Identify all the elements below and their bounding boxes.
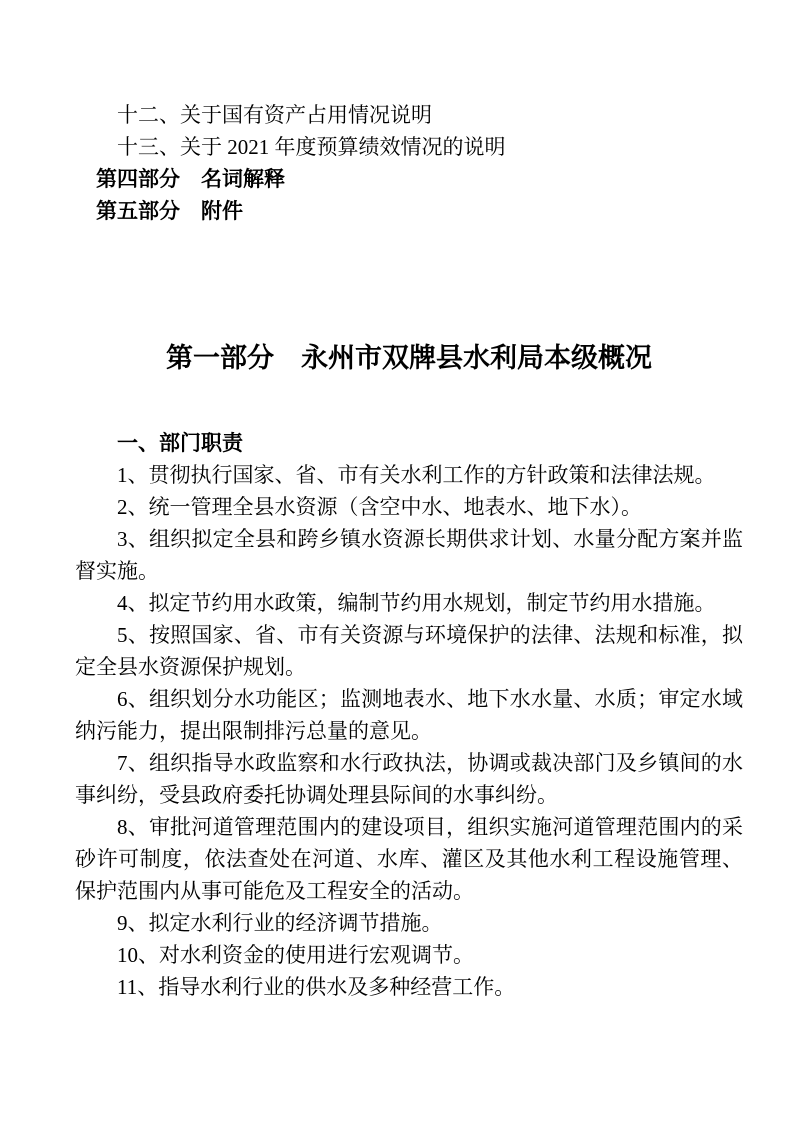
toc-item-13: 十三、关于 2021 年度预算绩效情况的说明 bbox=[117, 135, 506, 159]
duty-paragraph: 6、组织划分水功能区；监测地表水、地下水水量、水质；审定水域纳污能力，提出限制排污总量的意见。 bbox=[75, 687, 743, 743]
toc-item-12: 十二、关于国有资产占用情况说明 bbox=[117, 103, 432, 127]
duty-paragraph: 1、贯彻执行国家、省、市有关水利工作的方针政策和法律法规。 bbox=[117, 463, 716, 487]
duty-paragraph: 9、拟定水利行业的经济调节措施。 bbox=[117, 911, 443, 935]
duty-paragraph: 7、组织指导水政监察和水行政执法，协调或裁决部门及乡镇间的水事纠纷，受县政府委托协调处理县际间的水事纠纷。 bbox=[75, 751, 743, 807]
duty-paragraph: 4、拟定节约用水政策，编制节约用水规划，制定节约用水措施。 bbox=[117, 591, 716, 615]
duty-paragraph: 8、审批河道管理范围内的建设项目，组织实施河道管理范围内的采砂许可制度，依法查处在河道、水库、灌区及其他水利工程设施管理、保护范围内从事可能危及工程安全的活动。 bbox=[75, 815, 743, 903]
duty-paragraph: 10、对水利资金的使用进行宏观调节。 bbox=[117, 943, 474, 967]
section-heading: 一、部门职责 bbox=[117, 431, 243, 455]
duty-paragraph: 5、按照国家、省、市有关资源与环境保护的法律、法规和标准，拟定全县水资源保护规划。 bbox=[75, 623, 743, 679]
toc-part-heading-5: 第五部分 附件 bbox=[96, 199, 243, 223]
toc-part-heading-4: 第四部分 名词解释 bbox=[96, 167, 285, 191]
page-title: 第一部分 永州市双牌县水利局本级概况 bbox=[166, 343, 652, 373]
duty-paragraph: 2、统一管理全县水资源（含空中水、地表水、地下水）。 bbox=[117, 495, 642, 519]
duty-paragraph: 3、组织拟定全县和跨乡镇水资源长期供求计划、水量分配方案并监督实施。 bbox=[75, 527, 743, 583]
duty-paragraph: 11、指导水利行业的供水及多种经营工作。 bbox=[117, 975, 516, 999]
